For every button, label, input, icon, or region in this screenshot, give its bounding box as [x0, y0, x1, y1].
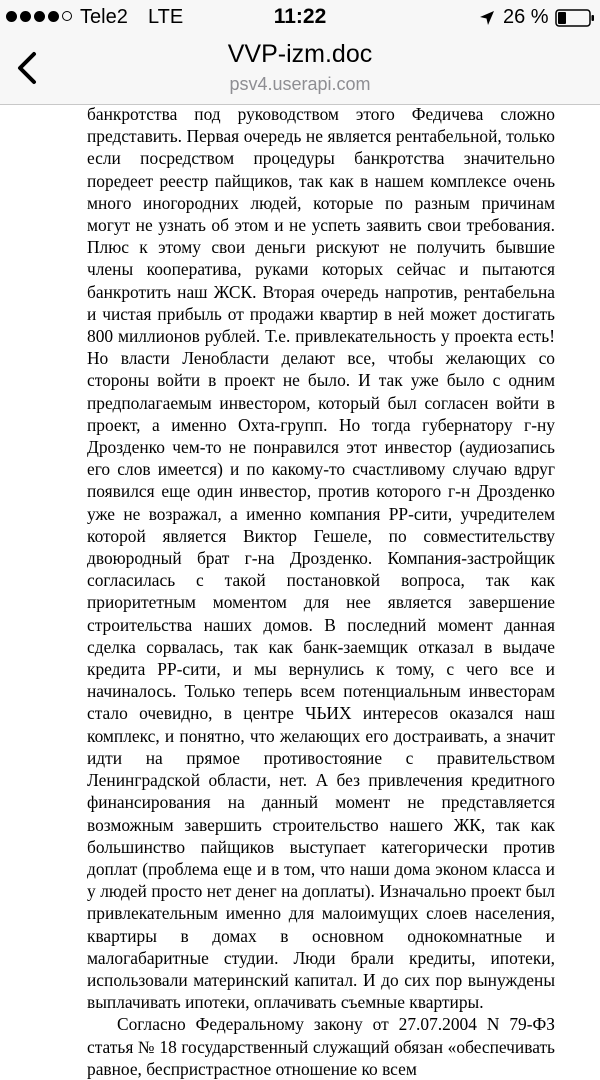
location-arrow-icon — [478, 9, 496, 27]
status-bar — [0, 0, 600, 36]
battery-percentage: 26 % — [503, 6, 549, 28]
carrier-name: Tele2 — [80, 6, 128, 28]
document-title: VVP-izm.doc — [227, 40, 373, 68]
network-type: LTE — [148, 6, 184, 28]
document-paragraph: банкротства под руководством этого Федичева сложно представить. Первая очередь не является рентабельной, только если посредством процедуры банкротства значительно поредеет реестр пайщиков, так как в нашем комплексе очень много иногородних людей, которые по разным причинам могут не узнать об этом и не успеть заявить свои требования. Плюс к этому свои деньги рискуют не получить бывшие члены кооператива, руками которых сейчас и пытаются банкротить наш ЖСК. Вторая очередь напротив, рентабельна и чистая прибыль от продажи квартир в ней может достигать 800 миллионов рублей. Т.е. привлекательность у проекта есть! Но власти Ленобласти делают все, чтобы желающих со стороны войти в проект не было. И так уже было с одним предполагаемым инвестором, который был согласен войти в проект, а именно Охта-групп. Но тогда губернатору г-ну Дрозденко чем-то не понравился этот инвестор (аудиозапись его слов имеется) и по какому-то счастливому случаю вдруг появился еще один инвестор, против которого г-н Дрозденко уже не возражал, а именно компания РР-сити, учредителем которой является Виктор Гешеле, по совместительству двоюродный брат г-на Дрозденко. Компания-застройщик согласилась с такой постановкой вопроса, так как приоритетным моментом для нее является завершение строительства наших домов. В последний момент данная сделка сорвалась, так как банк-заемщик отказал в выдаче кредита РР-сити, и мы вернулись к тому, с чего все и начиналось. Только теперь всем потенциальным инвесторам стало очевидно, в центре ЧЬИХ интересов оказался наш комплекс, и понятно, что желающих его достраивать, а значит идти на прямое противостояние с правительством Ленинградской области, нет. А без привлечения кредитного финансирования на данный момент не представляется возможным завершить строительство нашего ЖК, так как большинство пайщиков выступает категорически против доплат (проблема еще и в том, что наши дома эконом класса и у людей просто нет денег на доплаты). Изначально проект был привлекательным именно для малоимущих слоев населения, квартиры в домах в основном однокомнатные и малогабаритные студии. Люди брали кредиты, ипотеки, использовали материнский капитал. И до сих пор вынуждены выплачивать ипотеки, оплачивать съемные квартиры. — [87, 104, 555, 1013]
document-text — [87, 103, 555, 1080]
document-paragraph: Согласно Федеральному закону от 27.07.2004 N 79-ФЗ статья № 18 государственный служащий обязан «обеспечивать равное, беспристрастное отношение ко всем — [87, 1014, 555, 1079]
document-viewer[interactable] — [0, 104, 600, 1079]
status-time: 11:22 — [273, 5, 327, 28]
navigation-bar — [0, 36, 600, 105]
battery-icon — [555, 9, 595, 27]
document-host: psv4.userapi.com — [229, 74, 371, 94]
